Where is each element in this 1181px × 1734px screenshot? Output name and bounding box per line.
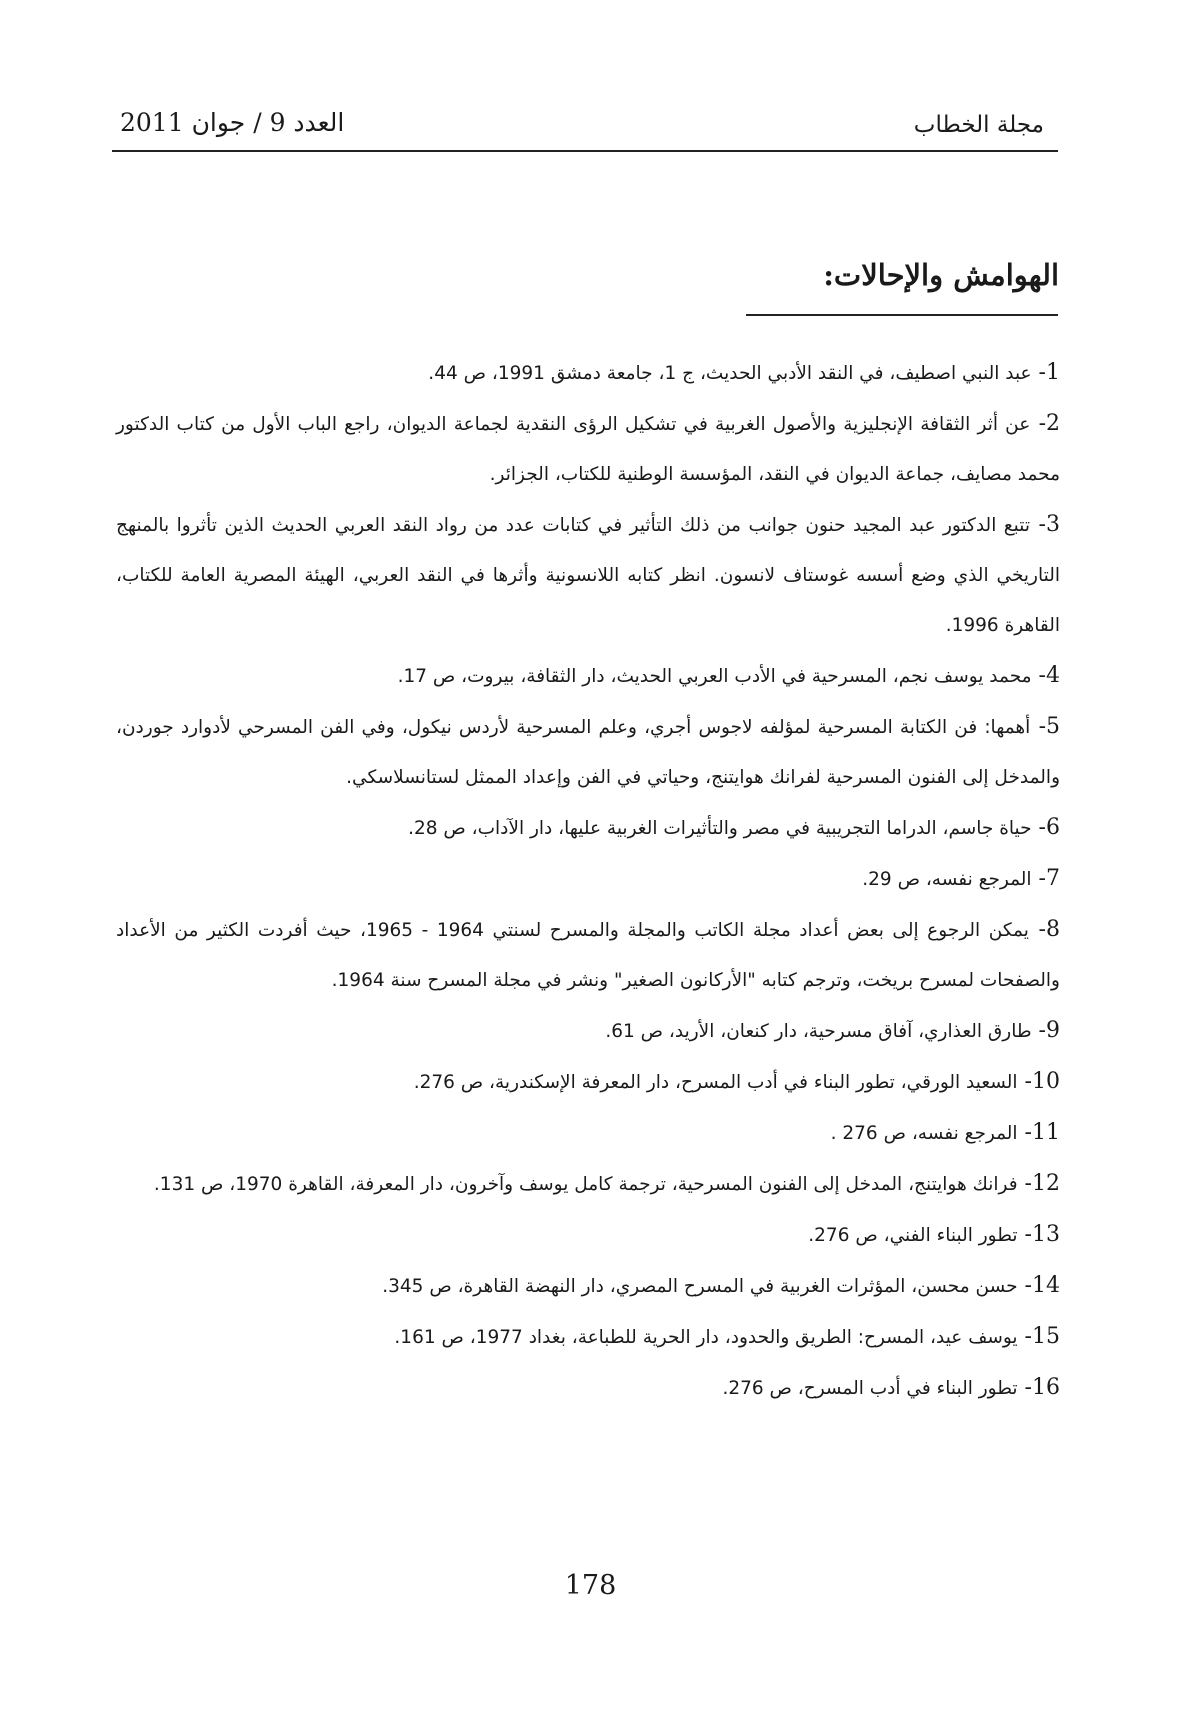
note-item: [116, 1261, 1060, 1312]
note-item: [116, 1057, 1060, 1108]
title-underline: [746, 314, 1058, 316]
note-text: محمد يوسف نجم، المسرحية في الأدب العربي الحديث، دار الثقافة، بيروت، ص 17.: [397, 666, 1032, 687]
note-number: 8 -: [1029, 917, 1060, 942]
note-item: [116, 854, 1060, 905]
note-number: 14 -: [1018, 1273, 1060, 1298]
running-header: [112, 108, 1058, 152]
notes-list: [116, 348, 1060, 1414]
note-text: يوسف عيد، المسرح: الطريق والحدود، دار الحرية للطباعة، بغداد 1977، ص 161.: [394, 1327, 1018, 1348]
note-item: [116, 1159, 1060, 1210]
note-item: [116, 500, 1060, 651]
note-number: 10 -: [1018, 1069, 1060, 1094]
note-number: 3 -: [1030, 512, 1060, 537]
note-text: المرجع نفسه، ص 29.: [862, 869, 1032, 890]
note-number: 2 -: [1030, 411, 1060, 436]
note-item: [116, 702, 1060, 803]
note-text: تطور البناء الفني، ص 276.: [808, 1225, 1018, 1246]
note-number: 16 -: [1018, 1375, 1060, 1400]
note-number: 4 -: [1032, 663, 1060, 688]
note-number: 12 -: [1018, 1171, 1060, 1196]
note-text: المرجع نفسه، ص 276 .: [830, 1123, 1018, 1144]
note-text: عن أثر الثقافة الإنجليزية والأصول الغربية في تشكيل الرؤى النقدية لجماعة الديوان، راجع الباب الأول من كتاب الدكتور محمد مصايف، جماعة الديوان في النقد، المؤسسة الوطنية للكتاب، الجزائر.: [116, 414, 1060, 485]
note-item: [116, 348, 1060, 399]
note-item: [116, 651, 1060, 702]
note-text: السعيد الورقي، تطور البناء في أدب المسرح، دار المعرفة الإسكندرية، ص 276.: [413, 1072, 1018, 1093]
note-text: حسن محسن، المؤثرات الغربية في المسرح المصري، دار النهضة القاهرة، ص 345.: [382, 1276, 1018, 1297]
note-item: [116, 803, 1060, 854]
note-item: [116, 1006, 1060, 1057]
note-text: أهمها: فن الكتابة المسرحية لمؤلفه لاجوس أجري، وعلم المسرحية لأردس نيكول، وفي الفن المسرحي لأدوارد جوردن، والمدخل إلى الفنون المسرحية لفرانك هوايتنج، وحياتي في الفن وإعداد الممثل لستانسلاسكي.: [116, 717, 1060, 788]
note-item: [116, 1108, 1060, 1159]
note-item: [116, 1363, 1060, 1414]
note-text: حياة جاسم، الدراما التجريبية في مصر والتأثيرات الغربية عليها، دار الآداب، ص 28.: [408, 818, 1032, 839]
note-number: 9 -: [1032, 1018, 1060, 1043]
section-title: الهوامش والإحالات:: [823, 258, 1059, 292]
note-number: 15 -: [1018, 1324, 1060, 1349]
note-item: [116, 1312, 1060, 1363]
note-item: [116, 905, 1060, 1006]
note-text: تتبع الدكتور عبد المجيد حنون جوانب من ذلك التأثير في كتابات عدد من رواد النقد العربي الحديث الذين تأثروا بالمنهج التاريخي الذي وضع أسسه غوستاف لانسون. انظر كتابه اللانسونية وأثرها في النقد العربي، الهيئة المصرية العامة للكتاب، القاهرة 1996.: [116, 515, 1060, 636]
note-number: 6 -: [1032, 815, 1060, 840]
note-number: 11 -: [1018, 1120, 1060, 1145]
note-number: 1 -: [1032, 360, 1060, 385]
note-text: طارق العذاري، آفاق مسرحية، دار كنعان، الأريد، ص 61.: [605, 1021, 1032, 1042]
note-number: 13 -: [1018, 1222, 1060, 1247]
note-text: يمكن الرجوع إلى بعض أعداد مجلة الكاتب والمجلة والمسرح لسنتي 1964 - 1965، حيث أفردت الكثير من الأعداد والصفحات لمسرح بريخت، وترجم كتابه "الأركانون الصغير" ونشر في مجلة المسرح سنة 1964.: [116, 920, 1060, 991]
journal-name: مجلة الخطاب: [913, 112, 1044, 138]
note-text: تطور البناء في أدب المسرح، ص 276.: [722, 1378, 1018, 1399]
issue-info: العدد 9 / جوان 2011: [120, 108, 345, 137]
note-number: 5 -: [1030, 714, 1060, 739]
note-item: [116, 399, 1060, 500]
page-number: 178: [564, 1570, 617, 1601]
note-number: 7 -: [1032, 866, 1060, 891]
note-item: [116, 1210, 1060, 1261]
note-text: فرانك هوايتنج، المدخل إلى الفنون المسرحية، ترجمة كامل يوسف وآخرون، دار المعرفة، القاهرة 1970، ص 131.: [153, 1174, 1018, 1195]
note-text: عبد النبي اصطيف، في النقد الأدبي الحديث، ج 1، جامعة دمشق 1991، ص 44.: [428, 363, 1032, 384]
